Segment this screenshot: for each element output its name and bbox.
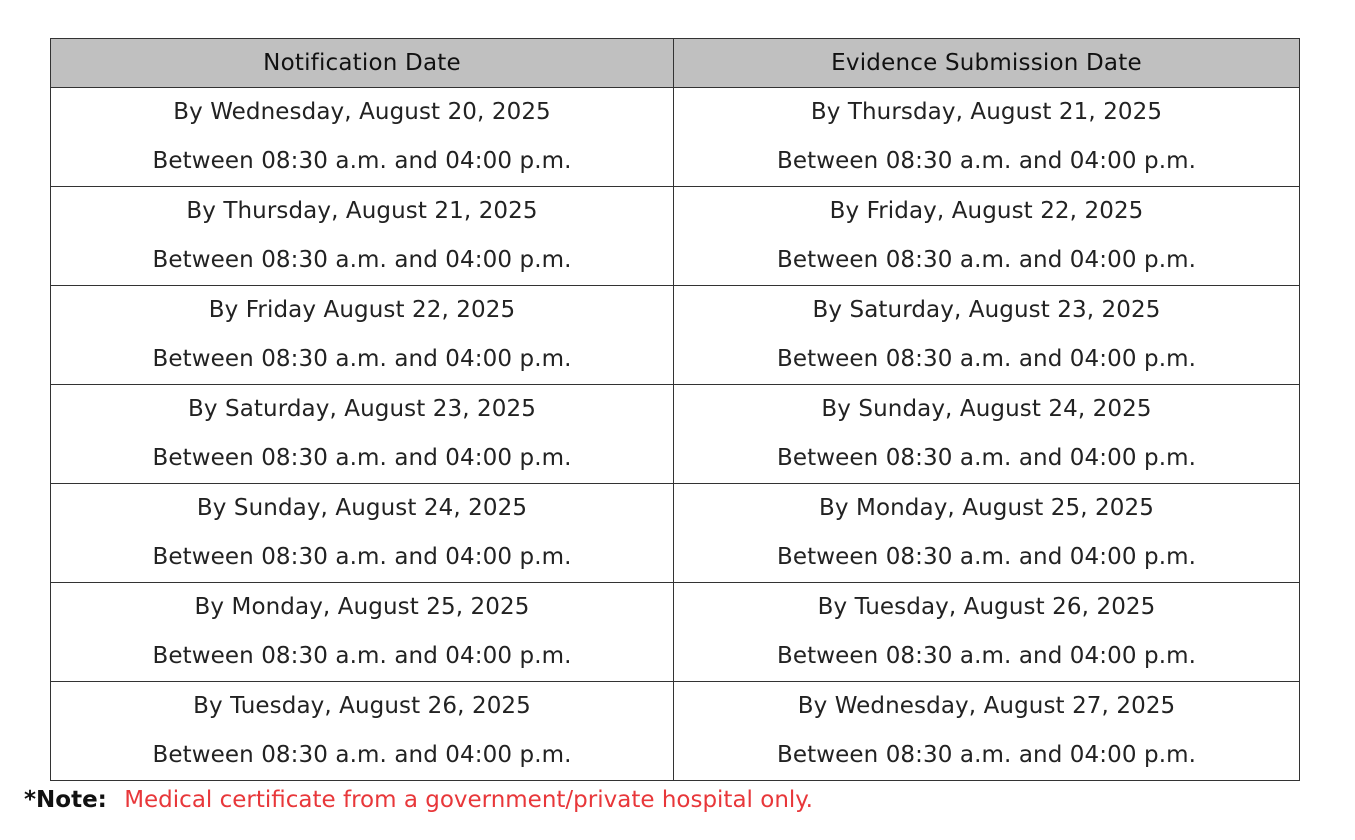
notification-cell (51, 484, 674, 583)
submission-cell (674, 385, 1300, 484)
table-row (51, 484, 1300, 583)
table-row (51, 385, 1300, 484)
submission-date: By Wednesday, August 27, 2025 (797, 693, 1176, 719)
notification-cell (51, 88, 674, 187)
notification-date: By Wednesday, August 20, 2025 (173, 99, 551, 125)
notification-cell (51, 187, 674, 286)
table-row (51, 187, 1300, 286)
notification-date: By Saturday, August 23, 2025 (188, 396, 536, 422)
submission-time: Between 08:30 a.m. and 04:00 p.m. (776, 742, 1197, 768)
notification-date: By Tuesday, August 26, 2025 (193, 693, 531, 719)
notification-cell (51, 682, 674, 781)
notification-date: By Friday August 22, 2025 (208, 297, 516, 323)
notification-date: By Monday, August 25, 2025 (194, 594, 530, 620)
submission-date: By Sunday, August 24, 2025 (821, 396, 1152, 422)
note-text: Medical certificate from a government/private hospital only. (124, 787, 813, 813)
submission-time: Between 08:30 a.m. and 04:00 p.m. (776, 148, 1197, 174)
notification-time: Between 08:30 a.m. and 04:00 p.m. (152, 742, 572, 768)
submission-time: Between 08:30 a.m. and 04:00 p.m. (776, 346, 1197, 372)
submission-date: By Tuesday, August 26, 2025 (817, 594, 1156, 620)
submission-date: By Monday, August 25, 2025 (819, 495, 1154, 521)
notification-time: Between 08:30 a.m. and 04:00 p.m. (152, 643, 572, 669)
submission-cell (674, 88, 1300, 187)
notification-date: By Thursday, August 21, 2025 (186, 198, 538, 224)
table-header-row (51, 39, 1300, 88)
notification-cell (51, 286, 674, 385)
table-row (51, 88, 1300, 187)
notification-time: Between 08:30 a.m. and 04:00 p.m. (152, 247, 572, 273)
submission-time: Between 08:30 a.m. and 04:00 p.m. (776, 247, 1197, 273)
submission-cell (674, 187, 1300, 286)
submission-time: Between 08:30 a.m. and 04:00 p.m. (776, 445, 1197, 471)
submission-date: By Thursday, August 21, 2025 (810, 99, 1163, 125)
notification-time: Between 08:30 a.m. and 04:00 p.m. (152, 346, 572, 372)
submission-time: Between 08:30 a.m. and 04:00 p.m. (776, 643, 1197, 669)
table-row (51, 583, 1300, 682)
header-evidence-submission-date: Evidence Submission Date (674, 39, 1300, 88)
table-row (51, 682, 1300, 781)
submission-cell (674, 286, 1300, 385)
notification-time: Between 08:30 a.m. and 04:00 p.m. (152, 445, 572, 471)
submission-cell (674, 484, 1300, 583)
notification-cell (51, 583, 674, 682)
submission-date: By Saturday, August 23, 2025 (812, 297, 1161, 323)
submission-date: By Friday, August 22, 2025 (829, 198, 1144, 224)
table-row (51, 286, 1300, 385)
submission-time: Between 08:30 a.m. and 04:00 p.m. (776, 544, 1197, 570)
footnote (24, 787, 813, 813)
header-notification-date: Notification Date (51, 39, 674, 88)
notification-time: Between 08:30 a.m. and 04:00 p.m. (152, 544, 572, 570)
notification-cell (51, 385, 674, 484)
notification-date: By Sunday, August 24, 2025 (196, 495, 528, 521)
notification-time: Between 08:30 a.m. and 04:00 p.m. (152, 148, 572, 174)
note-label: *Note: (24, 787, 107, 813)
submission-cell (674, 583, 1300, 682)
schedule-table (50, 38, 1300, 781)
submission-cell (674, 682, 1300, 781)
